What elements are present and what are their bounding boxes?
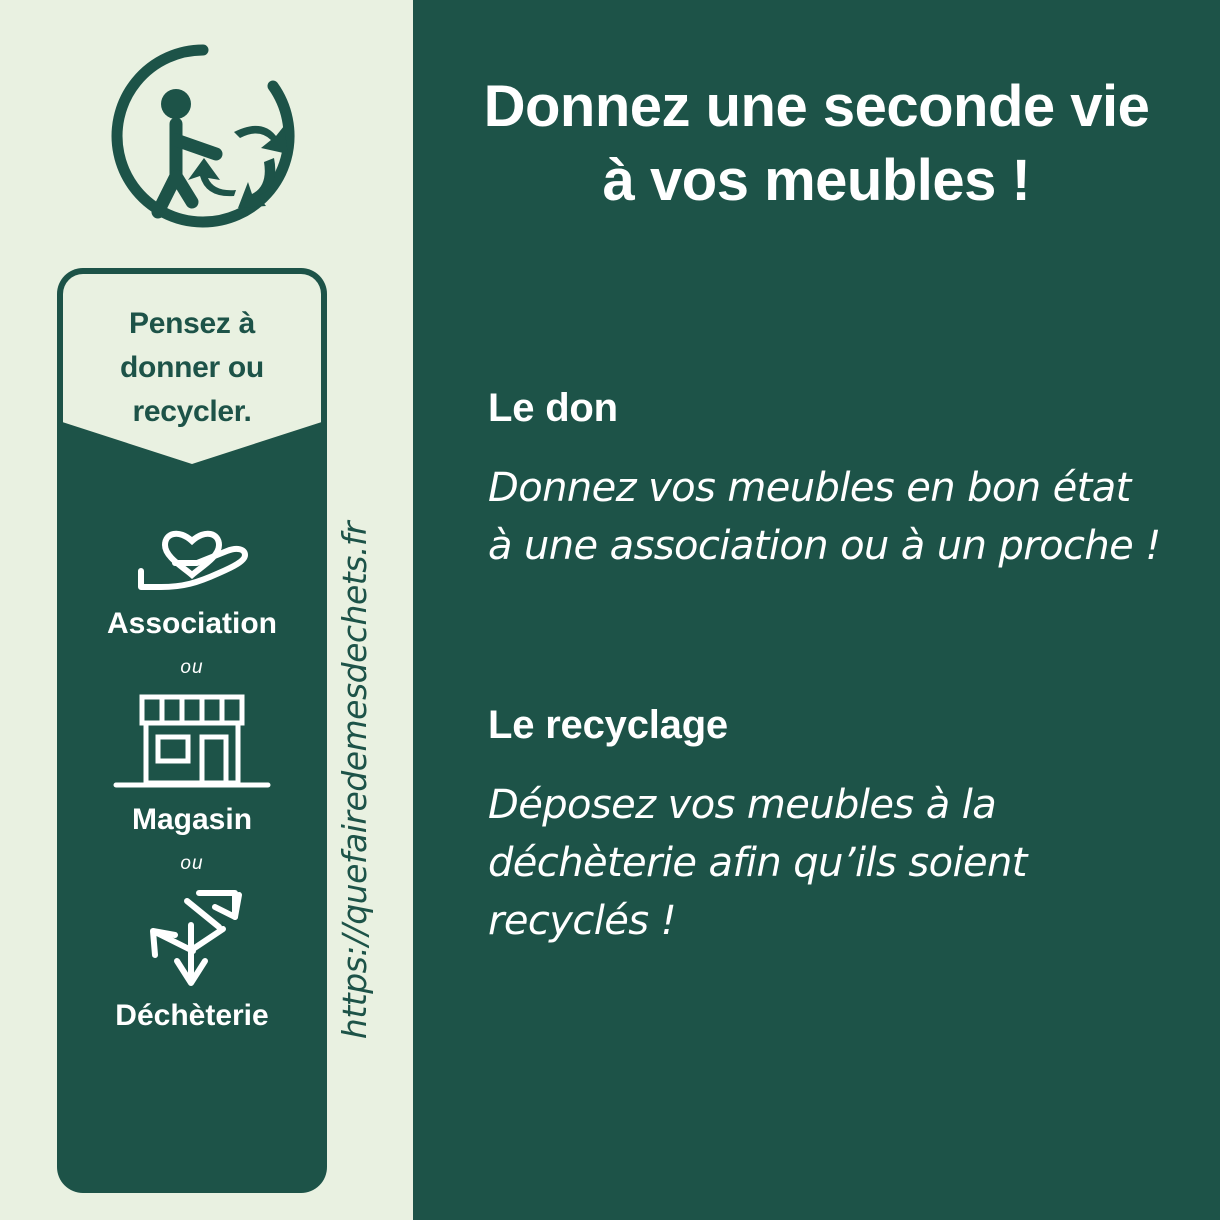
- section-body-recyclage: Déposez vos meubles à la déchèterie afin qu’ils soient recyclés !: [488, 782, 1027, 944]
- separator-ou-1: ou: [180, 657, 204, 678]
- page-title: [413, 0, 1220, 218]
- callout-text: [57, 268, 327, 434]
- section-heading-recyclage: Le recyclage: [488, 703, 728, 747]
- website-url-text: https://quefairedemesdechets.fr: [335, 521, 375, 1039]
- left-panel: [0, 0, 413, 1220]
- list-item: [57, 689, 327, 837]
- recycling-center-arrows-icon: [57, 885, 327, 993]
- callout-line-1: Pensez à: [128, 307, 255, 340]
- callout-line-3: recycler.: [132, 395, 252, 428]
- section-le-recyclage: [413, 703, 1220, 950]
- section-le-don: [413, 386, 1220, 575]
- options-card: [57, 268, 327, 1193]
- shop-front-icon: [57, 689, 327, 797]
- list-item: [57, 885, 327, 1033]
- website-url[interactable]: [325, 470, 385, 1090]
- callout-line-2: donner ou: [120, 351, 264, 384]
- page-title-line-1: Donnez une seconde vie: [483, 74, 1150, 139]
- option-label-association: Association: [106, 607, 278, 640]
- recycling-person-icon: [88, 36, 318, 236]
- list-item: [57, 493, 327, 641]
- options-list: [57, 493, 327, 1033]
- page-title-line-2: à vos meubles !: [602, 148, 1031, 213]
- option-label-dechterie: Déchèterie: [115, 999, 269, 1032]
- right-panel: [413, 0, 1220, 1220]
- option-label-magasin: Magasin: [131, 803, 253, 836]
- heart-in-hand-icon: [57, 493, 327, 601]
- section-body-don: Donnez vos meubles en bon état à une association ou à un proche !: [488, 465, 1161, 569]
- section-heading-don: Le don: [488, 386, 618, 430]
- separator-ou-2: ou: [180, 853, 204, 874]
